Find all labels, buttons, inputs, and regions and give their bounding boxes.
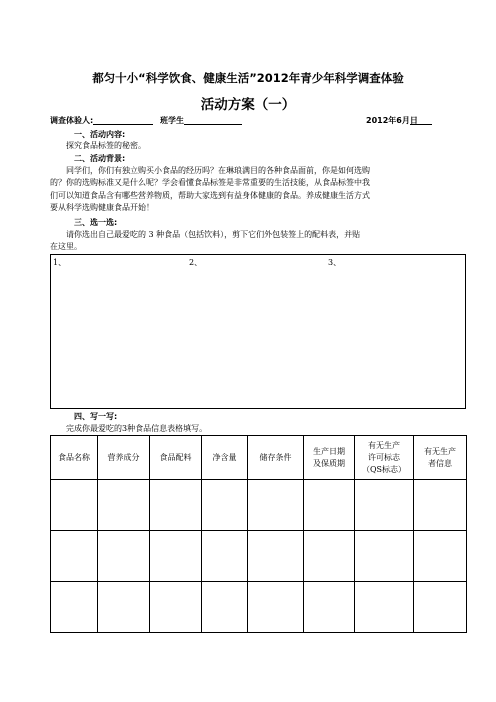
table-cell[interactable] [414,582,467,633]
section-2-heading: 二、活动背景: [74,154,126,163]
table-cell[interactable] [248,531,304,582]
section-2-text [50,165,466,214]
class-blank[interactable] [184,115,242,125]
header-food-name: 食品名称 [51,436,98,480]
section-3-line-1: 请你选出自己最爱吃的 3 种食品（包括饮料），剪下它们外包装签上的配料表，并贴 [66,230,361,239]
section-4-text [50,423,466,435]
class-field [160,115,184,126]
class-label: 班学生 [160,116,184,125]
document-subtitle: 活动方案（一） [200,97,296,113]
table-cell[interactable] [51,531,98,582]
table-cell[interactable] [98,480,150,531]
table-cell[interactable] [248,582,304,633]
section-3-line-2: 在这里。 [50,242,82,252]
header-storage: 储存条件 [248,436,304,480]
table-cell[interactable] [150,582,202,633]
table-cell[interactable] [98,582,150,633]
table-cell[interactable] [98,531,150,582]
table-cell[interactable] [355,531,414,582]
paste-slot-1-label: 1、 [53,258,67,267]
table-cell[interactable] [355,480,414,531]
date-label: 2012年6月 [366,116,410,125]
section-3-text [50,229,466,254]
experiencer-blank[interactable] [93,115,153,125]
table-header-row [51,436,467,480]
meta-line [50,115,450,129]
table-cell[interactable] [304,480,355,531]
header-ingredients: 食品配料 [150,436,202,480]
table-cell[interactable] [355,582,414,633]
date-field [366,115,418,126]
header-net-content: 净含量 [202,436,248,480]
section-2-line-1: 同学们，你们有独立购买小食品的经历吗？在琳琅满目的各种食品面前，你是如何选购 [66,166,370,175]
table-cell[interactable] [414,531,467,582]
table-cell[interactable] [202,480,248,531]
table-row [51,480,467,531]
section-4-heading: 四、写一写: [74,412,118,421]
table-row [51,531,467,582]
day-blank[interactable] [410,115,432,125]
section-2-line-4: 要从科学选购健康食品开始！ [50,202,154,212]
table-cell[interactable] [150,531,202,582]
header-producer-info: 有无生产 者信息 [414,436,467,480]
table-cell[interactable] [51,480,98,531]
experiencer-field [50,115,93,126]
table-cell[interactable] [304,531,355,582]
section-1-text [50,140,466,152]
section-1-line: 探究食品标签的秘密。 [66,141,146,150]
section-2-line-2: 的？你的选购标准又是什么呢？学会看懂食品标签是非常重要的生活技能，从食品标签中我 [50,178,370,188]
section-4-line: 完成你最爱吃的3种食品信息表格填写。 [66,424,208,433]
experiencer-label: 调查体验人: [50,116,94,125]
table-cell[interactable] [150,480,202,531]
table-row [51,582,467,633]
paste-slot-3-label: 3、 [328,258,342,267]
header-qs-mark: 有无生产 许可标志 （QS标志） [355,436,414,480]
table-cell[interactable] [202,582,248,633]
section-2-line-3: 们可以知道食品含有哪些营养物质，帮助大家选到有益身体健康的食品。养成健康生活方式 [50,190,370,200]
day-label: 日 [409,116,418,125]
paste-area[interactable] [50,254,466,409]
section-3-heading: 三、选一选: [74,218,118,227]
header-production-date: 生产日期 及保质期 [304,436,355,480]
header-nutrition: 营养成分 [98,436,150,480]
table-cell[interactable] [414,480,467,531]
paste-slot-2-label: 2、 [189,258,203,267]
table-cell[interactable] [304,582,355,633]
food-info-table [50,435,467,633]
section-1-heading: 一、活动内容: [74,130,126,139]
table-cell[interactable] [202,531,248,582]
document-title: 都匀十小“科学饮食、健康生活”2012年青少年科学调查体验 [92,71,404,85]
table-cell[interactable] [51,582,98,633]
table-cell[interactable] [248,480,304,531]
